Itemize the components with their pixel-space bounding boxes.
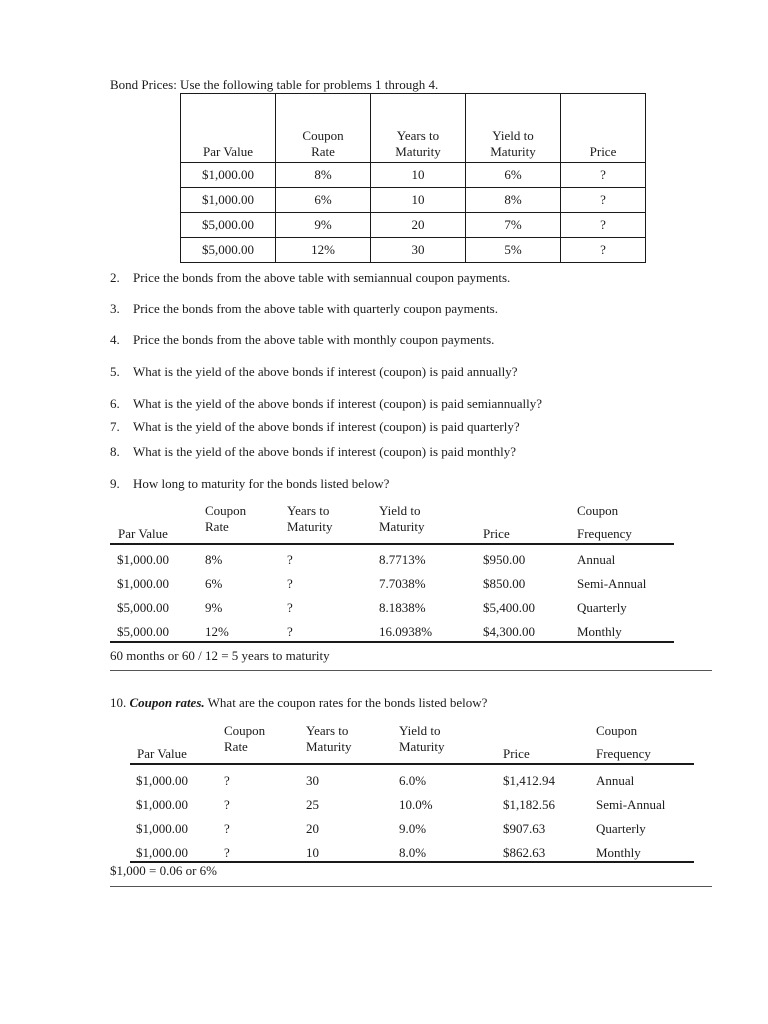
question-text: Price the bonds from the above table with quarterly coupon payments. [133,301,498,316]
header-price: Price [483,526,510,541]
table-cell: $5,000.00 [181,213,276,238]
question-text: What is the yield of the above bonds if interest (coupon) is paid annually? [133,364,518,379]
table-cell: Semi-Annual [596,797,666,812]
table-cell: Annual [596,773,635,788]
table-cell: Semi-Annual [577,576,647,591]
table-cell: $1,000.00 [136,821,188,836]
table-cell: 20 [306,821,319,836]
header-par-value: Par Value [137,746,187,761]
table-cell: ? [287,600,293,615]
question-number: 4. [110,332,120,347]
question-text: What is the yield of the above bonds if interest (coupon) is paid monthly? [133,444,517,459]
table-cell: Quarterly [577,600,627,615]
question-number: 9. [110,476,120,491]
table-cell: ? [224,845,230,860]
table-cell: 20 [371,213,466,238]
table-cell: ? [224,821,230,836]
table-cell: $1,000.00 [117,576,169,591]
table-cell: $1,000.00 [181,188,276,213]
header-yield-to-maturity: Yield to Maturity [399,723,445,754]
answer-note: $1,000 = 0.06 or 6% [110,863,217,878]
table-cell: ? [224,797,230,812]
answer-rule [110,670,712,671]
table-cell: 10 [371,163,466,188]
header-coupon-rate: Coupon Rate [276,94,371,163]
question-emphasis: Coupon rates. [129,695,205,710]
header-coupon-rate: Coupon Rate [224,723,266,754]
table-cell: 8.1838% [379,600,426,615]
table-cell: ? [287,624,293,639]
table-cell: 7.7038% [379,576,426,591]
header-par-value: Par Value [118,526,168,541]
table-cell: 25 [306,797,319,812]
question-10 [110,695,487,711]
table-cell: 10 [371,188,466,213]
question-text: Price the bonds from the above table with monthly coupon payments. [133,332,495,347]
header-yield-to-maturity: Yield to Maturity [466,94,561,163]
table-cell: 8% [276,163,371,188]
table-cell: $1,000.00 [136,773,188,788]
table-cell: ? [287,552,293,567]
header-coupon-frequency: Coupon [596,723,638,738]
header-coupon-frequency: Frequency [596,746,651,761]
table-cell: 8.7713% [379,552,426,567]
table-cell: 9.0% [399,821,427,836]
header-price: Price [561,94,646,163]
table-cell: $1,182.56 [503,797,555,812]
question-number: 6. [110,396,120,411]
table-cell: 30 [306,773,319,788]
header-rule [110,543,674,545]
table-cell: 6.0% [399,773,427,788]
table-cell: 30 [371,238,466,263]
table-cell: Annual [577,552,616,567]
table-cell: $1,412.94 [503,773,555,788]
table-cell: 6% [466,163,561,188]
bond-price-table [180,93,646,263]
question-number: 8. [110,444,120,459]
table-cell: Quarterly [596,821,646,836]
table-header-row [181,94,646,163]
table-cell: $5,000.00 [117,624,169,639]
header-years-to-maturity: Years to Maturity [287,503,333,534]
table-cell: $5,000.00 [181,238,276,263]
table-cell: $907.63 [503,821,546,836]
header-price: Price [503,746,530,761]
table-cell: 12% [205,624,229,639]
table-cell: $5,400.00 [483,600,535,615]
table-cell: $862.63 [503,845,546,860]
table-cell: ? [561,188,646,213]
table-cell: $1,000.00 [117,552,169,567]
question-text: How long to maturity for the bonds listed below? [133,476,390,491]
table-cell: $950.00 [483,552,526,567]
table-cell: 8% [466,188,561,213]
table-cell: $1,000.00 [136,797,188,812]
table-cell: 9% [276,213,371,238]
question-text: Price the bonds from the above table with semiannual coupon payments. [133,270,511,285]
intro-text: Bond Prices: Use the following table for problems 1 through 4. [110,77,439,92]
table-cell: $1,000.00 [136,845,188,860]
table-cell: 7% [466,213,561,238]
table-cell: 8.0% [399,845,427,860]
header-par-value: Par Value [181,94,276,163]
table-cell: $4,300.00 [483,624,535,639]
table-cell: ? [561,238,646,263]
table-cell: 8% [205,552,223,567]
table-cell: ? [224,773,230,788]
answer-rule [110,886,712,887]
table-cell: 10 [306,845,319,860]
question-text: What is the yield of the above bonds if interest (coupon) is paid quarterly? [133,419,520,434]
table-row [181,163,646,188]
header-years-to-maturity: Years to Maturity [306,723,352,754]
table-cell: $5,000.00 [117,600,169,615]
table-cell: ? [561,213,646,238]
question-text: What are the coupon rates for the bonds listed below? [204,695,488,710]
question-number: 7. [110,419,120,434]
table-bottom-rule [110,641,674,643]
question-number: 10. [110,695,127,710]
table-cell: 12% [276,238,371,263]
header-rule [130,763,694,765]
header-years-to-maturity: Years to Maturity [371,94,466,163]
header-coupon-rate: Coupon Rate [205,503,247,534]
table-cell: ? [561,163,646,188]
table-cell: Monthly [596,845,641,860]
header-coupon-frequency: Coupon [577,503,619,518]
table-cell: Monthly [577,624,622,639]
table-row [181,213,646,238]
table-cell: 6% [205,576,223,591]
question-number: 3. [110,301,120,316]
question-number: 5. [110,364,120,379]
table-cell: ? [287,576,293,591]
table-row [181,238,646,263]
table-cell: $1,000.00 [181,163,276,188]
answer-note: 60 months or 60 / 12 = 5 years to maturity [110,648,330,663]
question-text: What is the yield of the above bonds if interest (coupon) is paid semiannually? [133,396,543,411]
table-cell: 5% [466,238,561,263]
table-cell: 6% [276,188,371,213]
table-cell: 10.0% [399,797,433,812]
table-cell: 9% [205,600,223,615]
table-cell: $850.00 [483,576,526,591]
header-yield-to-maturity: Yield to Maturity [379,503,425,534]
header-coupon-frequency: Frequency [577,526,632,541]
table-row [181,188,646,213]
table-cell: 16.0938% [379,624,433,639]
question-number: 2. [110,270,120,285]
